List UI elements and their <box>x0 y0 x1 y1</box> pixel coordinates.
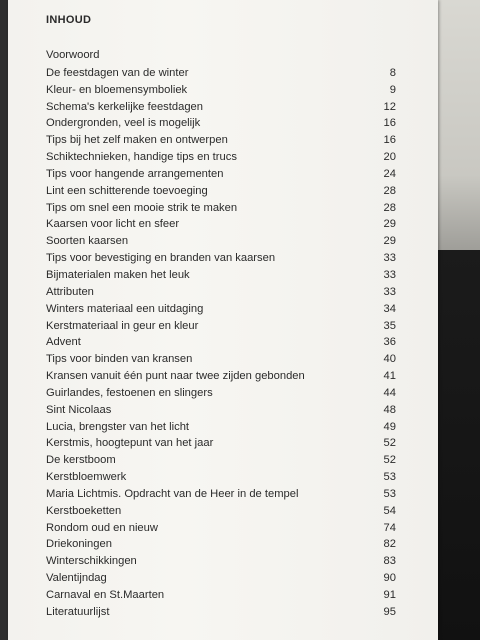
toc-entry-page-number: 33 <box>383 268 396 281</box>
toc-entry-page-number: 24 <box>383 167 396 180</box>
toc-entry-page-number: 91 <box>383 589 396 601</box>
toc-entry <box>46 419 396 436</box>
toc-entry-title: Literatuurlijst <box>46 605 110 618</box>
toc-entry-title: Maria Lichtmis. Opdracht van de Heer in de tempel <box>46 487 299 500</box>
table-of-contents <box>46 48 396 621</box>
toc-entry-title: Ondergronden, veel is mogelijk <box>46 117 201 130</box>
toc-entry <box>46 132 396 149</box>
toc-entry-title: Winterschikkingen <box>46 555 137 568</box>
toc-entry-title: Attributen <box>46 285 94 298</box>
toc-entry-title: Kerstbloemwerk <box>46 471 127 484</box>
toc-entry <box>46 82 396 99</box>
toc-entry <box>46 200 396 217</box>
toc-entry <box>46 452 396 469</box>
toc-entry-page-number: 8 <box>389 66 396 79</box>
toc-entry-page-number: 34 <box>383 302 396 315</box>
toc-entry-title: Advent <box>46 336 81 349</box>
toc-entry-title: Kaarsen voor licht en sfeer <box>46 218 180 231</box>
toc-entry <box>46 402 396 419</box>
toc-entry-title: Guirlandes, festoenen en slingers <box>46 386 213 399</box>
toc-entry-title: Schema's kerkelijke feestdagen <box>46 100 203 113</box>
toc-entry-page-number: 29 <box>383 218 396 231</box>
toc-entry <box>46 65 396 82</box>
toc-entry-page-number: 53 <box>383 471 396 484</box>
toc-entry-page-number: 90 <box>383 572 396 585</box>
toc-entry-title: Winters materiaal een uitdaging <box>46 302 204 315</box>
toc-entry-page-number: 16 <box>383 134 396 147</box>
toc-entry <box>46 250 396 267</box>
toc-entry-title: Valentijndag <box>46 572 107 585</box>
toc-entry-title: Sint Nicolaas <box>46 403 112 416</box>
toc-entry <box>46 233 396 250</box>
toc-entry-title: Tips bij het zelf maken en ontwerpen <box>46 134 228 147</box>
toc-entry-title: Soorten kaarsen <box>46 235 129 248</box>
adjacent-page-light <box>436 0 480 250</box>
toc-entry <box>46 183 396 200</box>
toc-entry <box>46 149 396 166</box>
toc-entry <box>46 216 396 233</box>
toc-entry-title: Driekoningen <box>46 538 112 551</box>
toc-entry-page-number: 52 <box>383 437 396 450</box>
toc-entry-page-number: 41 <box>383 370 396 383</box>
toc-entry-title: Lint een schitterende toevoeging <box>46 184 208 197</box>
toc-entry <box>46 334 396 351</box>
toc-entry <box>46 301 396 318</box>
toc-entry-page-number: 20 <box>383 151 396 164</box>
toc-entry-page-number: 40 <box>383 353 396 366</box>
toc-entry <box>46 318 396 335</box>
toc-entry-title: Kransen vanuit één punt naar twee zijden gebonden <box>46 370 305 383</box>
toc-entry-page-number: 29 <box>383 235 396 248</box>
toc-entry-title: Kleur- en bloemensymboliek <box>46 83 188 96</box>
toc-entry <box>46 166 396 183</box>
toc-entry-page-number: 53 <box>383 487 396 500</box>
toc-entry-title: Tips om snel een mooie strik te maken <box>46 201 238 214</box>
toc-entry-title: De kerstboom <box>46 454 116 467</box>
toc-entry <box>46 486 396 503</box>
toc-entry-page-number: 74 <box>383 521 396 534</box>
toc-entry <box>46 115 396 132</box>
toc-entry <box>46 503 396 520</box>
contents-page <box>8 0 438 640</box>
toc-entry <box>46 267 396 284</box>
toc-entry-title: Lucia, brengster van het licht <box>46 420 190 433</box>
toc-entry <box>46 536 396 553</box>
toc-entry-page-number: 12 <box>383 100 396 113</box>
toc-entry-page-number: 28 <box>383 201 396 214</box>
toc-entry-title: Carnaval en St.Maarten <box>46 589 165 601</box>
toc-entry-page-number: 82 <box>383 538 396 551</box>
toc-entry <box>46 284 396 301</box>
toc-entry <box>46 351 396 368</box>
toc-entry-page-number: 16 <box>383 117 396 130</box>
toc-entry <box>46 368 396 385</box>
toc-entry-page-number: 36 <box>383 336 396 349</box>
toc-entry-page-number: 33 <box>383 252 396 265</box>
toc-entry-page-number: 48 <box>383 403 396 416</box>
toc-entry-page-number: 9 <box>389 83 396 96</box>
toc-entry-page-number: 49 <box>383 420 396 433</box>
toc-entry <box>46 604 396 621</box>
toc-entry-page-number: 54 <box>383 504 396 517</box>
toc-entry-page-number: 95 <box>383 605 396 618</box>
toc-entry-page-number: 28 <box>383 184 396 197</box>
toc-entry <box>46 385 396 402</box>
toc-entry-title: Kerstboeketten <box>46 504 122 517</box>
adjacent-page-dark <box>436 250 480 640</box>
toc-entry <box>46 553 396 570</box>
toc-entry-title: Voorwoord <box>46 49 100 61</box>
toc-entry <box>46 469 396 486</box>
toc-entry <box>46 99 396 116</box>
toc-entry-title: Kerstmis, hoogtepunt van het jaar <box>46 437 214 450</box>
toc-entry-title: Schiktechnieken, handige tips en trucs <box>46 151 237 164</box>
toc-entry-title: De feestdagen van de winter <box>46 66 189 79</box>
toc-entry-title: Kerstmateriaal in geur en kleur <box>46 319 199 332</box>
toc-entry-title: Tips voor hangende arrangementen <box>46 167 224 180</box>
toc-entry-title: Bijmaterialen maken het leuk <box>46 268 190 281</box>
toc-entry <box>46 520 396 537</box>
toc-entry <box>46 48 396 65</box>
toc-entry-page-number: 35 <box>383 319 396 332</box>
toc-entry-title: Rondom oud en nieuw <box>46 521 158 534</box>
toc-entry-title: Tips voor bevestiging en branden van kaarsen <box>46 252 276 265</box>
toc-entry <box>46 570 396 587</box>
toc-entry-page-number: 33 <box>383 285 396 298</box>
toc-entry-page-number: 44 <box>383 386 396 399</box>
toc-entry <box>46 587 396 604</box>
toc-entry-page-number: 52 <box>383 454 396 467</box>
toc-entry-page-number: 83 <box>383 555 396 568</box>
toc-entry-title: Tips voor binden van kransen <box>46 353 193 366</box>
page-heading: INHOUD <box>46 14 92 26</box>
toc-entry <box>46 435 396 452</box>
